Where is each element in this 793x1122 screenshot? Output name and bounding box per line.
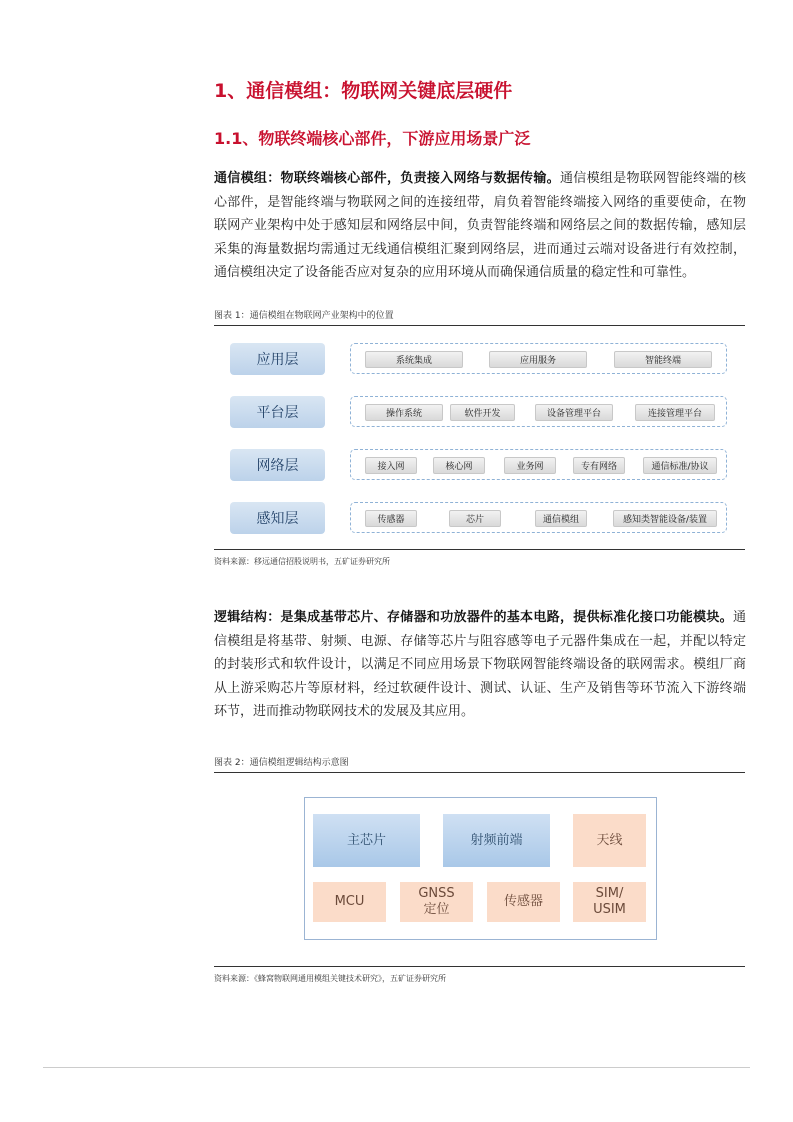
figure2-source: 资料来源：《蜂窝物联网通用模组关键技术研究》，五矿证券研究所	[214, 974, 446, 983]
layer-item: 连接管理平台	[635, 404, 715, 421]
page-footer-rule	[43, 1067, 750, 1068]
layer-item: 接入网	[365, 457, 417, 474]
layer-label-application: 应用层	[230, 343, 325, 375]
paragraph-body: 通信模组是将基带、射频、电源、存储等芯片与阻容感等电子元器件集成在一起，并配以特定的封装形式和软件设计，以满足不同应用场景下物联网智能终端设备的联网需求。模组厂商从上游采购芯片等原材料，经过软硬件设计、测试、认证、生产及销售等环节流入下游终端环节，进而推动物联网技术的发展及其应用。	[214, 610, 746, 719]
paragraph-module-intro	[214, 167, 746, 285]
layer-label-platform: 平台层	[230, 396, 325, 428]
layer-label-network: 网络层	[230, 449, 325, 481]
block-sensor: 传感器	[487, 882, 560, 922]
layer-label-perception: 感知层	[230, 502, 325, 534]
layer-item: 专有网络	[573, 457, 625, 474]
figure1-top-rule	[214, 325, 745, 326]
section-heading: 1、通信模组：物联网关键底层硬件	[214, 80, 513, 102]
layer-item: 操作系统	[365, 404, 443, 421]
layer-box-platform	[350, 396, 727, 427]
paragraph-body: 通信模组是物联网智能终端的核心部件，是智能终端与物联网之间的连接纽带，肩负着智能终端接入网络的重要使命，在物联网产业架构中处于感知层和网络层中间，负责智能终端和网络层之间的数据传输，感知层采集的海量数据均需通过无线通信模组汇聚到网络层，进而通过云端对设备进行有效控制，通信模组决定了设备能否应对复杂的应用环境从而确保通信质量的稳定性和可靠性。	[214, 171, 746, 280]
block-sim	[573, 882, 646, 922]
layer-item: 智能终端	[614, 351, 712, 368]
layer-item: 设备管理平台	[535, 404, 613, 421]
figure1-caption: 图表 1：通信模组在物联网产业架构中的位置	[214, 311, 394, 321]
figure1-bottom-rule	[214, 549, 745, 550]
block-gnss	[400, 882, 473, 922]
block-antenna: 天线	[573, 814, 646, 867]
figure2-diagram	[304, 797, 657, 940]
layer-item: 应用服务	[489, 351, 587, 368]
figure1-source: 资料来源：移远通信招股说明书，五矿证券研究所	[214, 557, 390, 566]
block-gnss-line2: 定位	[423, 902, 450, 917]
paragraph-lead: 通信模组：物联终端核心部件，负责接入网络与数据传输。	[214, 171, 560, 186]
layer-item: 芯片	[449, 510, 501, 527]
figure2-bottom-rule	[214, 966, 745, 967]
layer-item: 核心网	[433, 457, 485, 474]
layer-item: 传感器	[365, 510, 417, 527]
layer-box-perception	[350, 502, 727, 533]
block-sim-line1: SIM/	[595, 886, 624, 901]
figure2-top-rule	[214, 772, 745, 773]
layer-item: 系统集成	[365, 351, 463, 368]
block-sim-line2: USIM	[593, 902, 626, 917]
subsection-heading: 1.1、物联终端核心部件，下游应用场景广泛	[214, 129, 531, 148]
block-gnss-line1: GNSS	[418, 886, 455, 901]
layer-item: 通信模组	[535, 510, 587, 527]
figure2-caption: 图表 2：通信模组逻辑结构示意图	[214, 758, 349, 768]
paragraph-lead: 逻辑结构：是集成基带芯片、存储器和功放器件的基本电路，提供标准化接口功能模块。	[214, 610, 733, 625]
block-main-chip: 主芯片	[313, 814, 420, 867]
layer-item: 业务网	[504, 457, 556, 474]
layer-item: 通信标准/协议	[643, 457, 717, 474]
layer-item: 软件开发	[450, 404, 515, 421]
paragraph-logical-structure	[214, 606, 746, 724]
layer-box-application	[350, 343, 727, 374]
layer-box-network	[350, 449, 727, 480]
block-mcu: MCU	[313, 882, 386, 922]
block-rf-frontend: 射频前端	[443, 814, 550, 867]
layer-item: 感知类智能设备/装置	[613, 510, 717, 527]
